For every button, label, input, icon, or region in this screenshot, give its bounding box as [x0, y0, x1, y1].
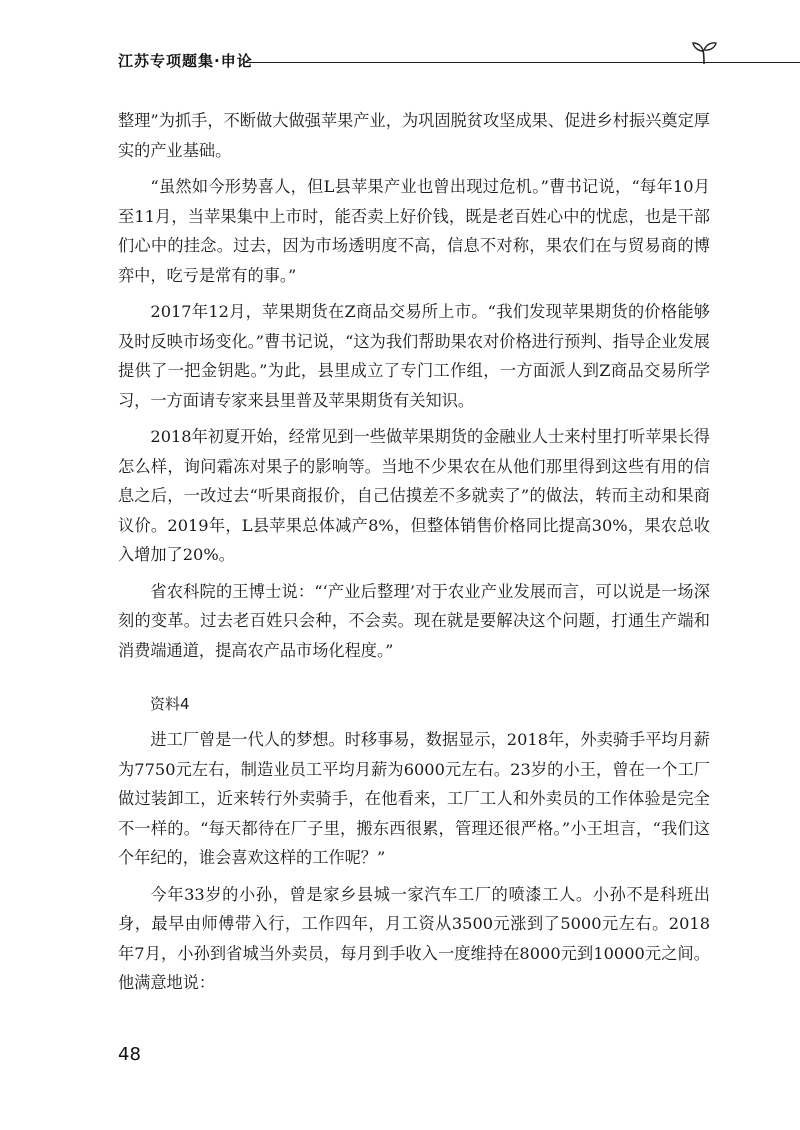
- sprout-icon: [690, 38, 718, 66]
- running-header: [118, 46, 718, 74]
- paragraph: 进工厂曾是一代人的梦想。时移事易，数据显示，2018年，外卖骑手平均月薪为7750元左右，制造业员工平均月薪为6000元左右。23岁的小王，曾在一个工厂做过装卸工，近来转行外卖骑手，在他看来，工厂工人和外卖员的工作体验是完全不一样的。“每天都待在厂子里，搬东西很累，管理还很严格。”小王坦言，“我们这个年纪的，谁会喜欢这样的工作呢？”: [118, 730, 710, 867]
- paragraph: 整理”为抓手，不断做大做强苹果产业，为巩固脱贫攻坚成果、促进乡村振兴奠定厚实的产业基础。: [118, 111, 710, 160]
- page-body: [118, 106, 710, 998]
- paragraph: 今年33岁的小孙，曾是家乡县城一家汽车工厂的喷漆工人。小孙不是科班出身，最早由师傅带入行，工作四年，月工资从3500元涨到了5000元左右。2018年7月，小孙到省城当外卖员，每月到手收入一度维持在8000元到10000元之间。他满意地说：: [118, 884, 710, 992]
- paragraph: “虽然如今形势喜人，但L县苹果产业也曾出现过危机。”曹书记说，“每年10月至11月，当苹果集中上市时，能否卖上好价钱，既是老百姓心中的忧虑，也是干部们心中的挂念。过去，因为市场透明度不高，信息不对称，果农们在与贸易商的博弈中，吃亏是常有的事。”: [118, 177, 710, 285]
- paragraph: 2017年12月，苹果期货在Z商品交易所上市。“我们发现苹果期货的价格能够及时反映市场变化。”曹书记说，“这为我们帮助果农对价格进行预判、指导企业发展提供了一把金钥匙。”为此，县里成立了专门工作组，一方面派人到Z商品交易所学习，一方面请专家来县里普及苹果期货有关知识。: [118, 302, 710, 410]
- section-heading: 资料4: [150, 695, 190, 713]
- header-title: 江苏专项题集·申论: [118, 52, 253, 70]
- paragraph: 2018年初夏开始，经常见到一些做苹果期货的金融业人士来村里打听苹果长得怎么样，询问霜冻对果子的影响等。当地不少果农在从他们那里得到这些有用的信息之后，一改过去“听果商报价，自己估摸差不多就卖了”的做法，转而主动和果商议价。2019年，L县苹果总体减产8%，但整体销售价格同比提高30%，果农总收入增加了20%。: [118, 427, 710, 564]
- paragraph: 省农科院的王博士说：“‘产业后整理’对于农业产业发展而言，可以说是一场深刻的变革。过去老百姓只会种，不会卖。现在就是要解决这个问题，打通生产端和消费端通道，提高农产品市场化程度。”: [118, 581, 710, 660]
- page-number: 48: [118, 1044, 141, 1065]
